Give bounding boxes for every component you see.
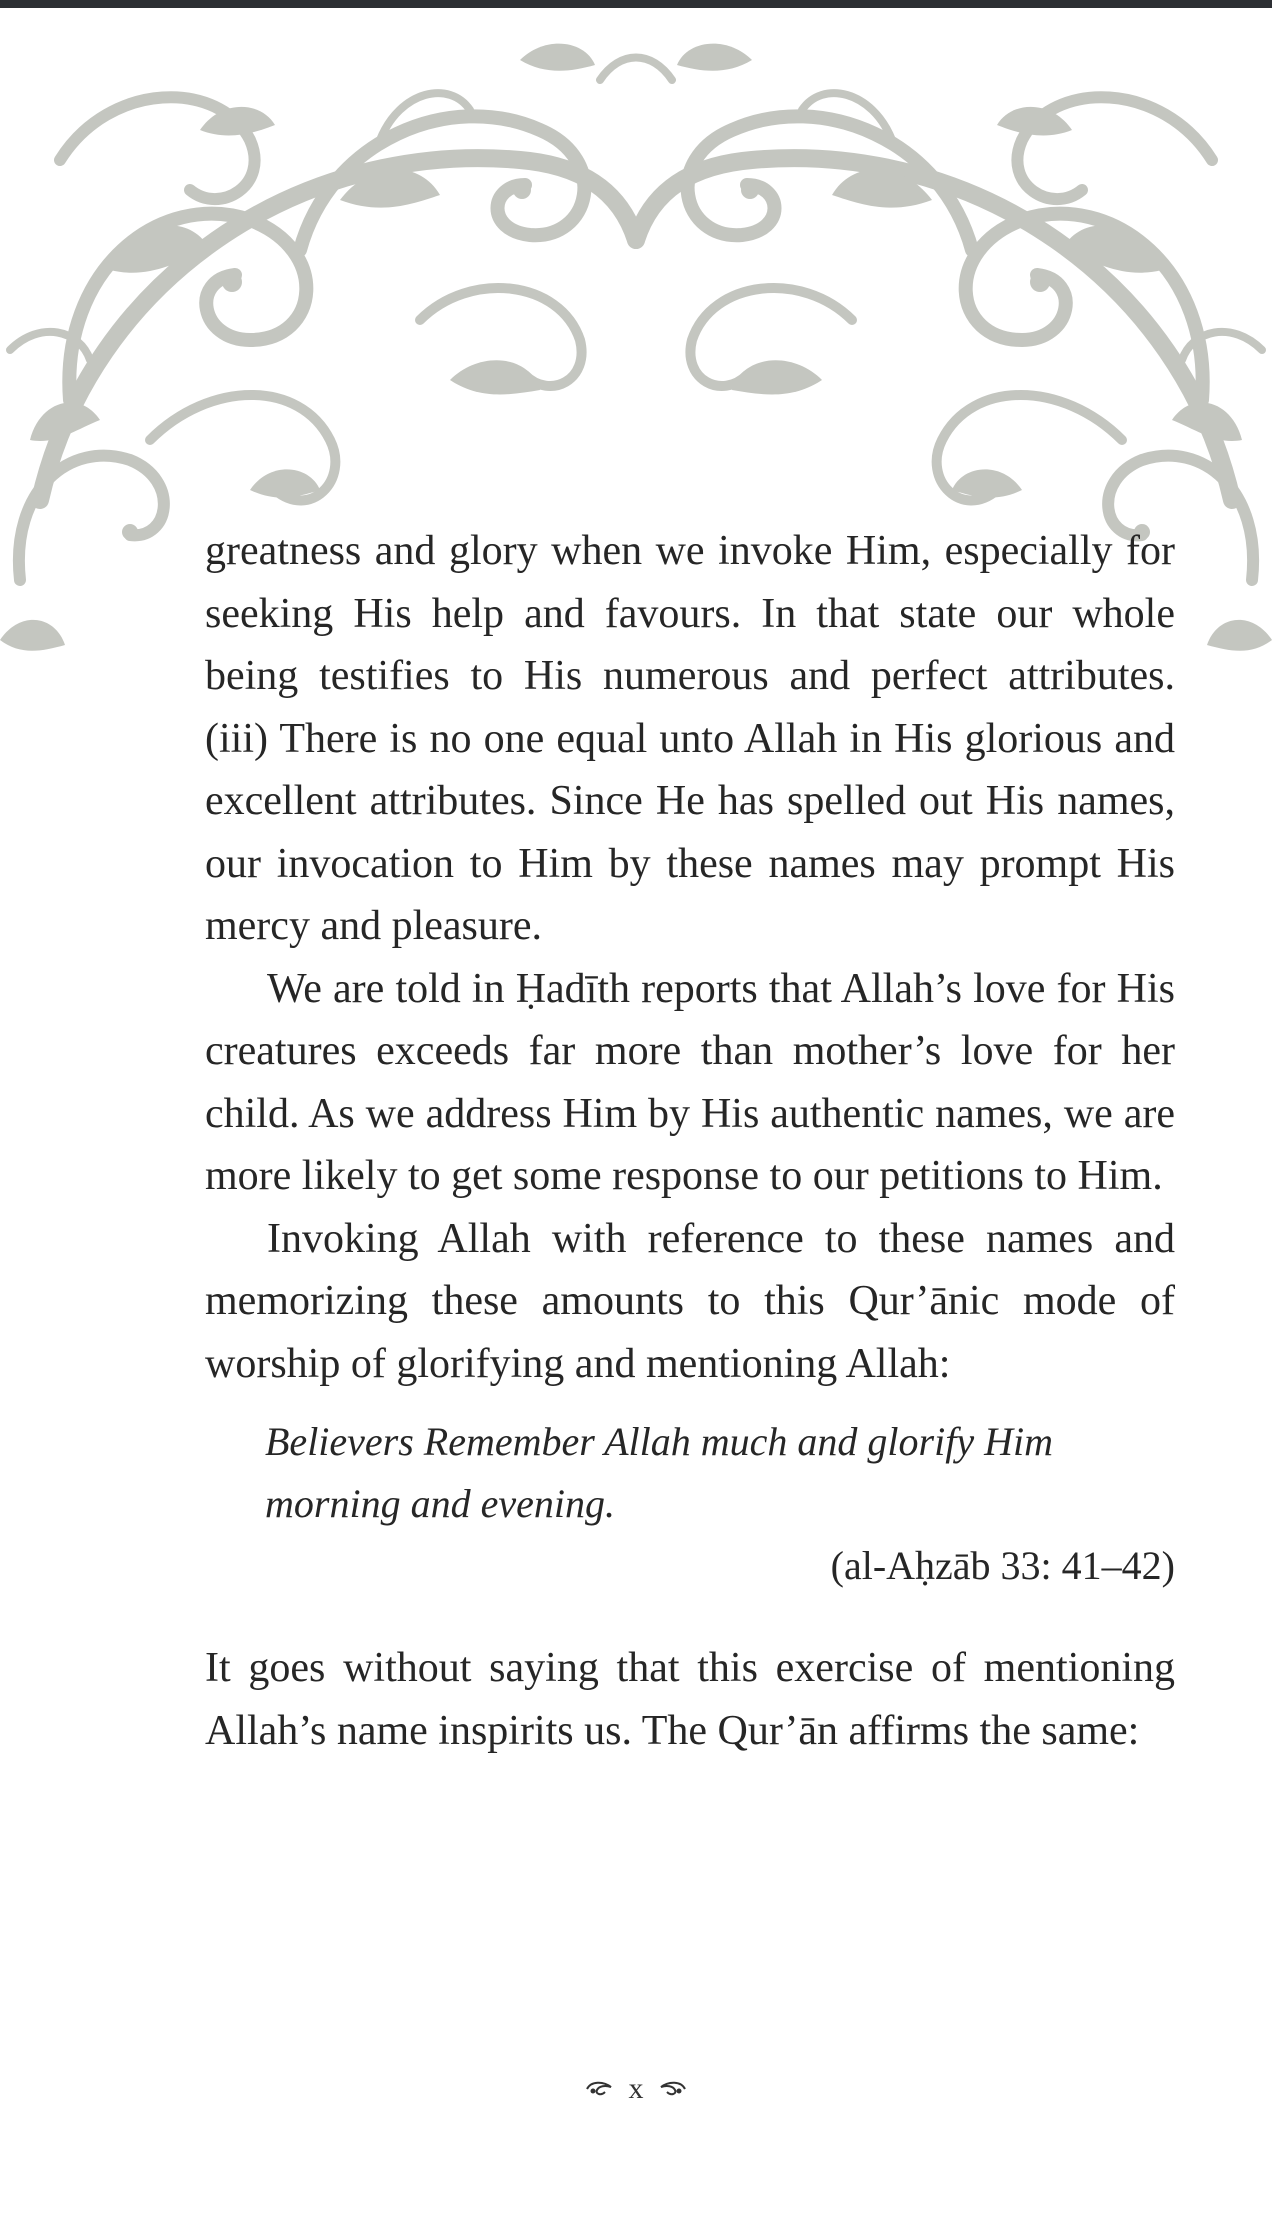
block-quote: [205, 1411, 1175, 1597]
quote-text: Believers Remember Allah much and glorify Him morning and evening.: [265, 1419, 1053, 1526]
fleuron-right-icon: [657, 2079, 687, 2099]
paragraph-invoking: Invoking Allah with reference to these names and memorizing these amounts to this Qur’ānic mode of worship of glorifying and mentioning Allah:: [205, 1215, 1175, 1387]
page-top-edge: [0, 0, 1272, 8]
paragraph-continued: greatness and glory when we invoke Him, especially for seeking His help and favours. In that state our whole being testifies to His numerous and perfect attributes. (iii) There is no one equal unto Allah in His glorious and excellent attributes. Since He has spelled out His names, our invocation to Him by these names may prompt His mercy and pleasure.: [205, 528, 1175, 949]
fleuron-left-icon: [585, 2079, 615, 2099]
page-footer: [0, 2070, 1272, 2106]
paragraph-hadith: We are told in Ḥadīth reports that Allah’s love for His creatures exceeds far more than mother’s love for her child. As we address Him by His authentic names, we are more likely to get some response to our petitions to Him.: [205, 965, 1175, 1199]
page-number: x: [628, 2072, 644, 2106]
quote-citation: (al-Aḥzāb 33: 41–42): [830, 1543, 1175, 1588]
paragraph-closing: It goes without saying that this exercise of mentioning Allah’s name inspirits us. The Qur’ān affirms the same:: [205, 1645, 1175, 1754]
page-body: [205, 520, 1175, 1762]
